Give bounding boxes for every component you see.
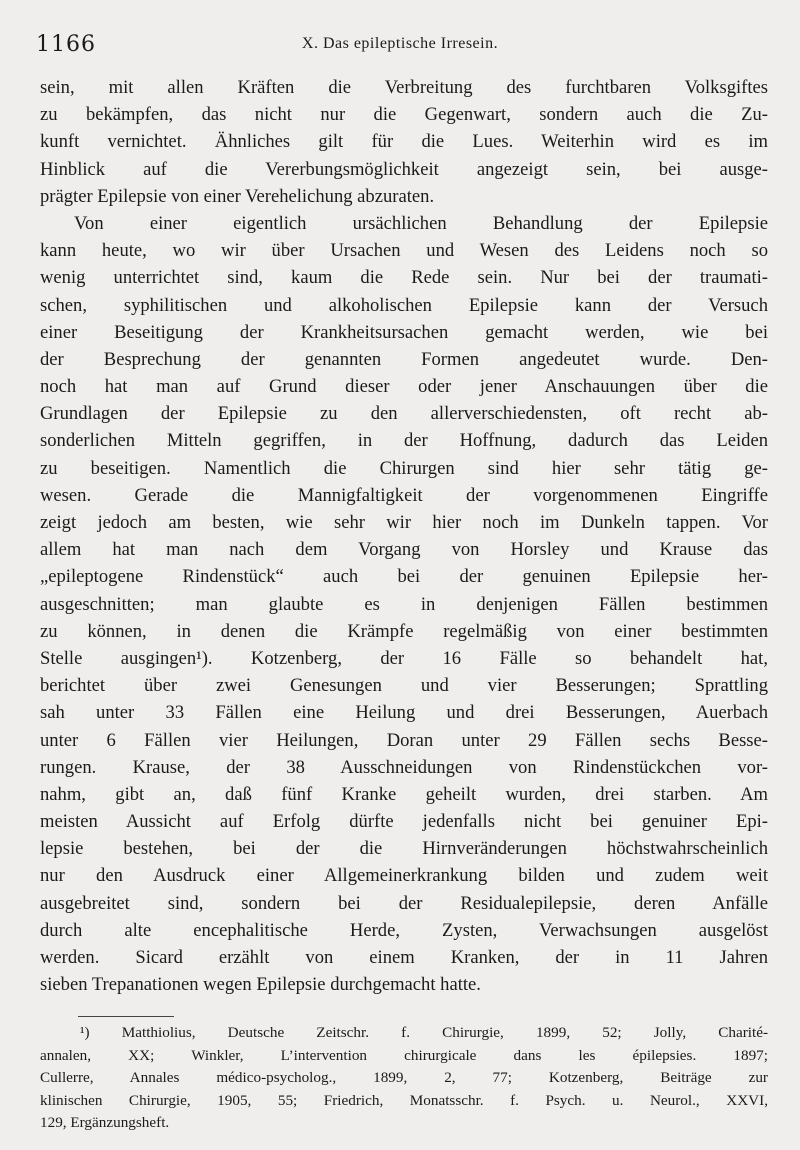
text-line: zu beseitigen. Namentlich die Chirurgen sind hier sehr tätig ge- (40, 457, 768, 479)
text-line: zu können, in denen die Krämpfe regelmäßig von einer bestimmten (40, 620, 768, 642)
text-line: Grundlagen der Epilepsie zu den allerverschiedensten, oft recht ab- (40, 403, 768, 425)
text-line: der Besprechung der genannten Formen angedeutet wurde. Den- (40, 348, 768, 370)
text-line: lepsie bestehen, bei der die Hirnveränderungen höchstwahrscheinlich (40, 838, 768, 860)
footnote-line: 129, Ergänzungsheft. (40, 1114, 170, 1131)
text-line: kann heute, wo wir über Ursachen und Wesen des Leidens noch so (40, 240, 768, 262)
text-line: meisten Aussicht auf Erfolg dürfte jedenfalls nicht bei genuiner Epi- (40, 811, 768, 833)
text-line: wesen. Gerade die Mannigfaltigkeit der vorgenommenen Eingriffe (40, 484, 768, 506)
text-line: sein, mit allen Kräften die Verbreitung des furchtbaren Volksgiftes (40, 77, 768, 98)
footnotes (40, 1022, 768, 1135)
footnote-line: annalen, XX; Winkler, L’intervention chirurgicale dans les épilepsies. 1897; (40, 1046, 768, 1064)
text-line: ausgebreitet sind, sondern bei der Residualepilepsie, deren Anfälle (40, 892, 768, 914)
text-line: zu bekämpfen, das nicht nur die Gegenwart, sondern auch die Zu- (40, 104, 768, 126)
text-line: nur den Ausdruck einer Allgemeinerkrankung bilden und zudem weit (40, 865, 768, 887)
footnote-line: klinischen Chirurgie, 1905, 55; Friedrich, Monatsschr. f. Psych. u. Neurol., XXVI, (40, 1091, 768, 1109)
body-text (40, 74, 768, 998)
text-line: berichtet über zwei Genesungen und vier Besserungen; Sprattling (40, 675, 768, 697)
text-line: zeigt jedoch am besten, wie sehr wir hier noch im Dunkeln tappen. Vor (40, 512, 768, 533)
text-line: Von einer eigentlich ursächlichen Behandlung der Epilepsie (74, 212, 768, 234)
text-line: rungen. Krause, der 38 Ausschneidungen von Rindenstückchen vor- (40, 756, 768, 778)
footnote-line: ¹) Matthiolius, Deutsche Zeitschr. f. Chirurgie, 1899, 52; Jolly, Charité- (80, 1024, 768, 1041)
text-line: noch hat man auf Grund dieser oder jener Anschauungen über die (40, 376, 768, 398)
text-line: einer Beseitigung der Krankheitsursachen gemacht werden, wie bei (40, 321, 768, 343)
page-number: 1166 (36, 32, 96, 57)
text-line: ausgeschnitten; man glaubte es in denjenigen Fällen bestimmen (40, 593, 768, 615)
text-line: sah unter 33 Fällen eine Heilung und drei Besserungen, Auerbach (40, 702, 768, 724)
text-line: werden. Sicard erzählt von einem Kranken, der in 11 Jahren (40, 947, 768, 968)
text-line: schen, syphilitischen und alkoholischen Epilepsie kann der Versuch (40, 294, 768, 316)
page-header (36, 32, 764, 62)
text-line: Stelle ausgingen¹). Kotzenberg, der 16 Fälle so behandelt hat, (40, 647, 768, 669)
text-line: sonderlichen Mitteln gegriffen, in der Hoffnung, dadurch das Leiden (40, 430, 768, 452)
footnote-rule (78, 1016, 174, 1017)
text-line: durch alte encephalitische Herde, Zysten, Verwachsungen ausgelöst (40, 919, 768, 941)
text-line: Hinblick auf die Vererbungsmöglichkeit angezeigt sein, bei ausge- (40, 158, 768, 180)
text-line: wenig unterrichtet sind, kaum die Rede sein. Nur bei der traumati- (40, 267, 768, 289)
running-title: X. Das epileptische Irresein. (301, 35, 499, 52)
text-line: prägter Epilepsie von einer Verehelichung abzuraten. (40, 185, 435, 207)
text-line: sieben Trepanationen wegen Epilepsie durchgemacht hatte. (40, 974, 481, 996)
text-line: unter 6 Fällen vier Heilungen, Doran unter 29 Fällen sechs Besse- (40, 729, 768, 751)
text-line: allem hat man nach dem Vorgang von Horsley und Krause das (40, 539, 768, 561)
footnote-line: Cullerre, Annales médico-psycholog., 1899, 2, 77; Kotzenberg, Beiträge zur (40, 1069, 768, 1086)
text-line: „epileptogene Rindenstück“ auch bei der genuinen Epilepsie her- (40, 566, 768, 588)
text-line: kunft vernichtet. Ähnliches gilt für die Lues. Weiterhin wird es im (40, 131, 768, 153)
text-line: nahm, gibt an, daß fünf Kranke geheilt wurden, drei starben. Am (40, 783, 768, 805)
